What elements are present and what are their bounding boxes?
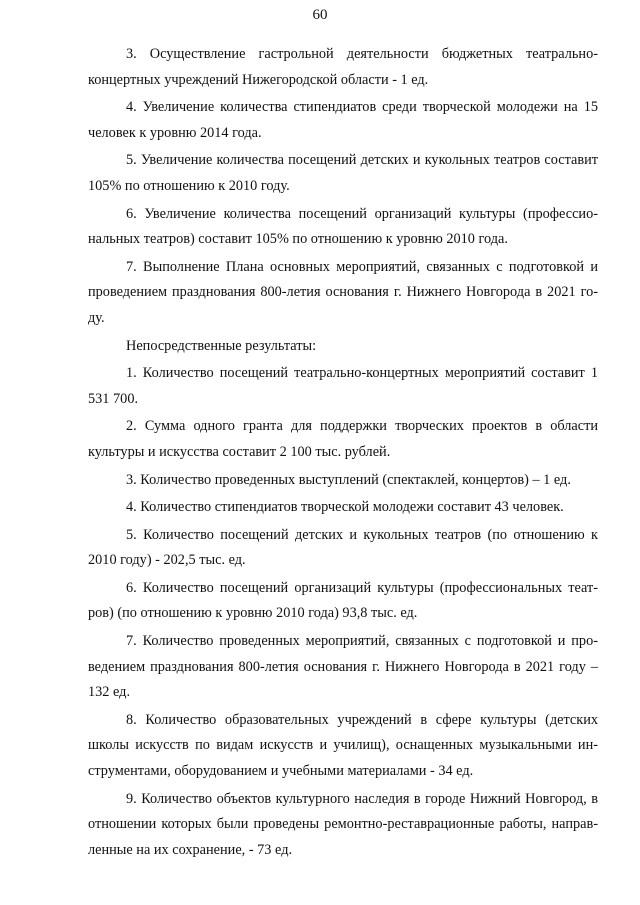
paragraph-direct-result-6: 6. Количество посещений организаций культуры (профессиональных теат-ров) (по отношению к уровню 2010 года) 93,8 тыс. ед. [88,579,598,622]
document-body [88,42,598,865]
paragraph-direct-result-9: 9. Количество объектов культурного наследия в городе Нижний Новгород, в отношении которых были проведены ремонтно-реставрационные работы, направ-ленные на их сохранение, - 73 ед. [88,790,598,858]
paragraph-direct-result-2: 2. Сумма одного гранта для поддержки творческих проектов в области культуры и искусства составит 2 100 тыс. рублей. [88,418,598,460]
paragraph-result-6: 6. Увеличение количества посещений организаций культуры (профессио-нальных театров) составит 105% по отношению к уровню 2010 года. [88,205,598,248]
section-heading-direct-results: Непосредственные результаты: [126,337,317,354]
paragraph-direct-result-4: 4. Количество стипендиатов творческой молодежи составит 43 человек. [126,499,564,516]
paragraph-result-7: 7. Выполнение Плана основных мероприятий, связанных с подготовкой и проведением празднования 800-летия основания г. Нижнего Новгорода в 2021 го-ду. [88,258,598,326]
paragraph-result-4: 4. Увеличение количества стипендиатов среди творческой молодежи на 15 человек к уровню 2014 года. [88,99,598,141]
paragraph-direct-result-5: 5. Количество посещений детских и кукольных театров (по отношению к 2010 году) - 202,5 тыс. ед. [88,526,598,569]
paragraph-result-3: 3. Осуществление гастрольной деятельности бюджетных театрально-концертных учреждений Нижегородской области - 1 ед. [88,46,598,88]
paragraph-direct-result-8: 8. Количество образовательных учреждений в сфере культуры (детских школы искусств по видам искусств и училищ), оснащенных музыкальными ин-струментами, оборудованием и учебными материалами - 34 ед. [88,711,598,780]
paragraph-direct-result-7: 7. Количество проведенных мероприятий, связанных с подготовкой и про-ведением празднования 800-летия основания г. Нижнего Новгорода в 2021 году – 132 ед. [88,633,598,701]
page-number: 60 [312,7,328,23]
paragraph-direct-result-1: 1. Количество посещений театрально-концертных мероприятий составит 1 531 700. [88,365,598,407]
paragraph-direct-result-3: 3. Количество проведенных выступлений (спектаклей, концертов) – 1 ед. [126,471,571,488]
paragraph-result-5: 5. Увеличение количества посещений детских и кукольных театров составит 105% по отношению к 2010 году. [88,152,598,194]
